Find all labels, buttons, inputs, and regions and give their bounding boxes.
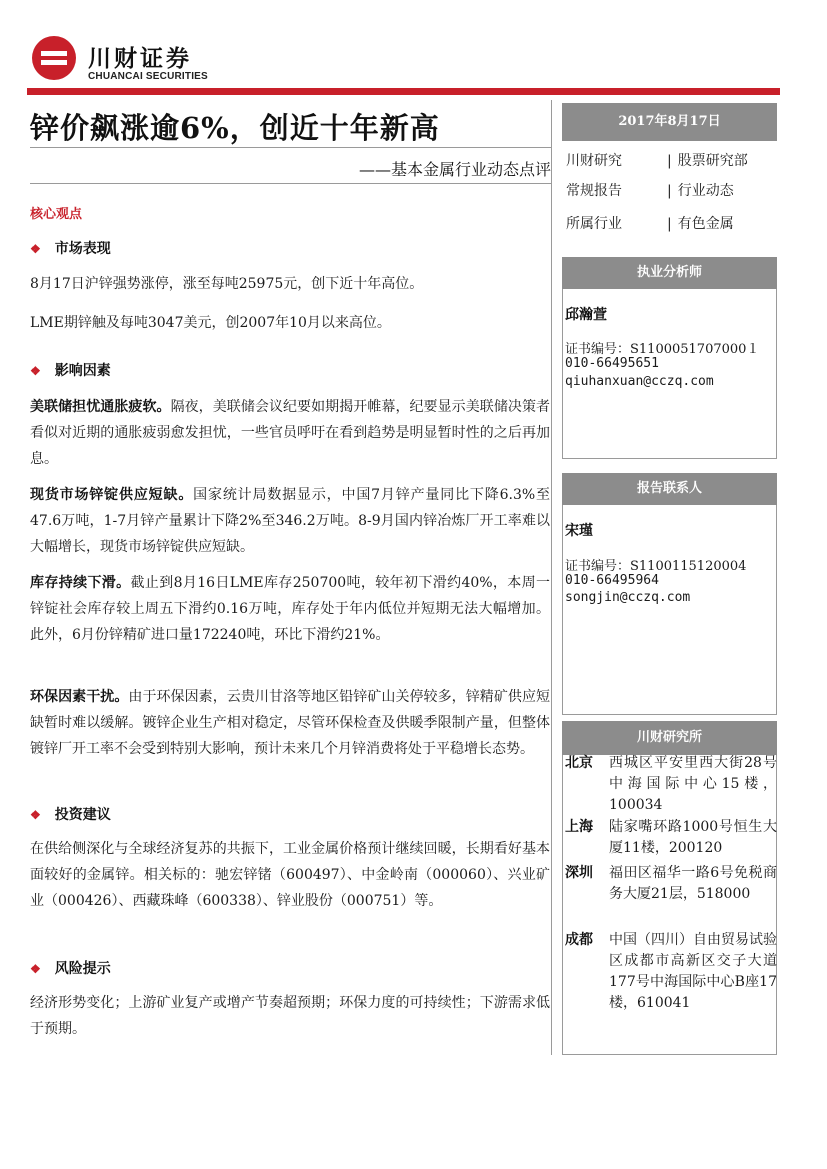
- factor-paragraph-3: 库存持续下滑。截止到8月16日LME库存250700吨，较年初下滑约40%，本周一锌锭社会库存较上周五下滑约0.16万吨，库存处于年内低位并短期无法大幅增加。此外，6月份锌精矿进口量172240吨，环比下滑约21%。: [30, 575, 551, 643]
- diamond-bullet-icon: ❖: [30, 242, 41, 256]
- section-heading-market: ❖ 市场表现: [30, 241, 111, 257]
- factor-paragraph-4: 环保因素干扰。由于环保因素，云贵川甘洛等地区铅锌矿山关停较多，锌精矿供应短缺暂时难以缓解。镀锌企业生产相对稳定，尽管环保检查及供暖季限制产量，但整体镀锌厂开工率不会受到特别大影响，预计未来几个月锌消费将处于平稳增长态势。: [30, 689, 550, 757]
- risk-paragraph: 经济形势变化；上游矿业复产或增产节奏超预期；环保力度的可持续性；下游需求低于预期。: [30, 995, 550, 1037]
- analyst-name: 邱瀚萱: [565, 307, 607, 323]
- title-divider: [30, 147, 551, 148]
- info-row-research: 川财研究 | 股票研究部: [566, 153, 748, 169]
- office-shanghai: 上海 陆家嘴环路1000号恒生大厦11楼，200120: [565, 819, 777, 856]
- factor-paragraph-1: 美联储担忧通胀疲软。隔夜，美联储会议纪要如期揭开帷幕，纪要显示美联储决策者看似对近期的通胀疲弱愈发担忧，一些官员呼吁在看到趋势是明显暂时性的之后再加息。: [30, 399, 551, 467]
- analyst-email[interactable]: qiuhanxuan@cczq.com: [565, 374, 714, 389]
- office-chengdu: 成都 中国（四川）自由贸易试验区成都市高新区交子大道177号中海国际中心B座17楼，610041: [565, 932, 777, 1011]
- market-paragraph-1: 8月17日沪锌强势涨停，涨至每吨25975元，创下近十年高位。: [30, 276, 424, 292]
- analyst-cert: 证书编号：S1100051707000１: [565, 342, 760, 357]
- section-heading-risk: ❖ 风险提示: [30, 961, 111, 977]
- diamond-bullet-icon: ❖: [30, 962, 41, 976]
- analyst-phone: 010-66495651: [565, 356, 659, 371]
- column-divider: [551, 100, 552, 1055]
- contact-email[interactable]: songjin@cczq.com: [565, 590, 691, 605]
- contact-phone: 010-66495964: [565, 573, 659, 588]
- factor-paragraph-2: 现货市场锌锭供应短缺。国家统计局数据显示，中国7月锌产量同比下降6.3%至47.6万吨，1-7月锌产量累计下降2%至346.2万吨。8-9月国内锌冶炼厂开工率难以大幅增长，现货市场锌锭供应短缺。: [30, 487, 550, 555]
- market-paragraph-2: LME期锌触及每吨3047美元，创2007年10月以来高位。: [30, 315, 391, 331]
- info-row-industry: 所属行业 | 有色金属: [566, 216, 734, 232]
- subtitle-divider: [30, 183, 551, 184]
- contact-name: 宋瑾: [565, 523, 593, 539]
- contact-header: 报告联系人: [562, 473, 777, 505]
- diamond-bullet-icon: ❖: [30, 808, 41, 822]
- brand-name-en: CHUANCAI SECURITIES: [88, 71, 208, 82]
- advice-paragraph: 在供给侧深化与全球经济复苏的共振下，工业金属价格预计继续回暖，长期看好基本面较好的金属锌。相关标的：驰宏锌锗（600497）、中金岭南（000060）、兴业矿业（000426）、西藏珠峰（600338）、锌业股份（000751）等。: [30, 841, 550, 909]
- header-divider: [27, 88, 780, 95]
- office-beijing: 北京 西城区平安里西大街28号中海国际中心15楼，100034: [565, 755, 777, 813]
- report-date: 2017年8月17日: [562, 103, 777, 141]
- analyst-header: 执业分析师: [562, 257, 777, 289]
- section-heading-factors: ❖ 影响因素: [30, 363, 111, 379]
- info-row-report-type: 常规报告 | 行业动态: [566, 183, 734, 199]
- diamond-bullet-icon: ❖: [30, 364, 41, 378]
- office-shenzhen: 深圳 福田区福华一路6号免税商务大厦21层，518000: [565, 865, 777, 902]
- report-subtitle: ——基本金属行业动态点评: [358, 160, 551, 179]
- brand-name-cn: 川财证券: [88, 46, 192, 72]
- institute-header: 川财研究所: [562, 721, 777, 755]
- section-heading-advice: ❖ 投资建议: [30, 807, 111, 823]
- report-title: 锌价飙涨逾6%，创近十年新高: [30, 111, 440, 145]
- company-logo: [32, 36, 76, 80]
- contact-cert: 证书编号：S1100115120004: [565, 559, 747, 574]
- contact-box: [562, 505, 777, 715]
- core-view-label: 核心观点: [30, 207, 83, 222]
